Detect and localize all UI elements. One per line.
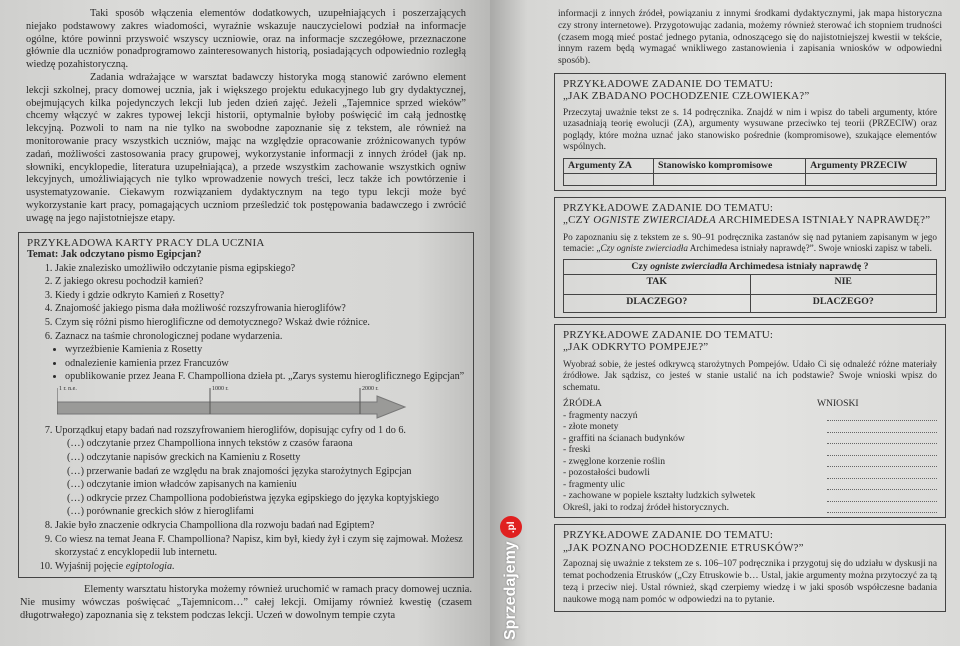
paragraph: Elementy warsztatu historyka możemy również uruchomić w ramach pracy domowej ucznia. Nie musimy wówczas poświęcać „Tajemnicom…” całej lekcji. Omijamy również kwestię (czasem długotrwałego) zapoznania się z tekstem podczas lekcji. Uczeń w dowolnym tempie czyta: [20, 584, 472, 622]
right-page: [490, 0, 960, 646]
question: 5. Czym się różni pismo hieroglificzne od demotycznego? Wskaż dwie różnice.: [55, 316, 465, 330]
source-item: - graffiti na ścianach budynków: [563, 432, 685, 444]
task-subtitle: „CZY OGNISTE ZWIERCIADŁA ARCHIMEDESA ISTNIAŁY NAPRAWDĘ?”: [563, 214, 931, 227]
intro-text: [554, 8, 946, 67]
task-subtitle: „JAK POZNANO POCHODZENIE ETRUSKÓW?”: [563, 541, 804, 554]
answer-line: [827, 421, 937, 433]
paragraph: informacji z innych źródeł, powiązaniu z innymi środkami dydaktycznymi, jak mapa historyczna czy strony internetowe). Przygotowując zadania, możemy również sterować ich stopniem trudności (czasem mogą mieć postać jednego pytania, odnoszącego się do najistotniejszej kwestii w tekście, innym razem będą wymagać wnikliwego zastanowienia i zapisania wniosków w odpowiedni sposób).: [558, 8, 942, 67]
source-item: - pozostałości budowli: [563, 467, 650, 479]
question: 3. Kiedy i gdzie odkryto Kamień z Rosetty?: [55, 289, 465, 303]
answer-line: [827, 467, 937, 479]
step: (…) odczytanie przez Champolliona innych tekstów z czasów faraona: [67, 438, 353, 450]
answer-line: [827, 502, 937, 514]
conclusions-header: WNIOSKI: [817, 398, 859, 410]
step: (…) porównanie greckich słów z hieroglifami: [67, 506, 254, 518]
question: 6. Zaznacz na taśmie chronologicznej podane wydarzenia.: [55, 330, 465, 344]
source-item: - fragmenty ulic: [563, 478, 625, 490]
task-box-human-origin: [554, 73, 946, 191]
task-title: PRZYKŁADOWE ZADANIE DO TEMATU:: [563, 77, 774, 90]
timeline-arrow: [57, 386, 437, 420]
watermark-logo: Sprzedajemy .pl: [500, 516, 522, 640]
worksheet-box: [18, 232, 474, 579]
step: (…) odczytanie napisów greckich na Kamieniu z Rosetty: [67, 452, 301, 464]
task-subtitle: „JAK ODKRYTO POMPEJE?”: [563, 341, 709, 354]
left-column: [18, 8, 474, 623]
task-title: PRZYKŁADOWE ZADANIE DO TEMATU:: [563, 529, 774, 542]
event-item: • opublikowanie przez Jeana F. Champolliona dzieła pt. „Zarys systemu hieroglificznego Egipcjan”: [65, 370, 465, 384]
timeline: [27, 386, 465, 420]
task-text: Wyobraź sobie, że jesteś odkrywcą starożytnych Pompejów. Udało Ci się odnaleźć różne materiały źródłowe. Jak sądzisz, co jesteś w stanie ustalić na ich podstawie? Swoje wnioski wpisz do schematu.: [563, 358, 937, 392]
intro-text: [18, 8, 474, 226]
question: 4. Znajomość jakiego pisma dała możliwość rozszyfrowania hieroglifów?: [55, 302, 465, 316]
task-title: PRZYKŁADOWE ZADANIE DO TEMATU:: [563, 328, 774, 341]
task-text: Przeczytaj uważnie tekst ze s. 14 podręcznika. Znajdź w nim i wpisz do tabeli argumenty, które uzasadniają teorię ewolucji (ZA), argumenty wysuwane przeciwko tej teorii (PRZECIW) oraz poglądy, które można uznać jako stanowisko pośrednie (kompromisowe), szukające elementów wspólnych.: [563, 107, 937, 153]
column-header: Argumenty PRZECIW: [810, 159, 908, 171]
column-header: Stanowisko kompromisowe: [657, 159, 773, 171]
tick-label: 1 r. n.e.: [59, 385, 77, 392]
right-column: [554, 8, 946, 612]
why-label: DLACZEGO?: [626, 295, 688, 307]
task-subtitle: „JAK ZBADANO POCHODZENIE CZŁOWIEKA?”: [563, 90, 810, 103]
why-label: DLACZEGO?: [812, 295, 874, 307]
question: 1. Jakie znalezisko umożliwiło odczytanie pisma egipskiego?: [55, 262, 465, 276]
outro-text: [18, 584, 474, 622]
table-title: Czy ogniste zwierciadła Archimedesa istniały naprawdę ?: [631, 260, 869, 272]
source-item: - zachowane w popiele kształty ludzkich sylwetek: [563, 490, 756, 502]
event-item: • wyrzeźbienie Kamienia z Rosetty: [65, 343, 465, 357]
task-box-pompeii: [554, 324, 946, 519]
yes-header: TAK: [646, 275, 667, 287]
answer-line: [827, 456, 937, 468]
question: 2. Z jakiego okresu pochodził kamień?: [55, 275, 465, 289]
task-box-etruscans: [554, 524, 946, 611]
tick-label: 1000 r.: [212, 385, 229, 392]
paragraph: Taki sposób włączenia elementów dodatkowych, uzupełniających i poszerzających niejako podstawowy zakres wiadomości, wyraźnie wskazuje nauczycielowi podział na informacje ogólne, które powinni przyswoić wszyscy uczniowie, oraz na informacje szczegółowe, przeznaczone głównie dla uczniów ponadprogramowo zainteresowanych historią, posiadających odpowiednio rozległą wiedzę pozahistoryczną.: [26, 8, 466, 71]
no-header: NIE: [834, 275, 852, 287]
answer-line: [827, 490, 937, 502]
step: (…) odkrycie przez Champolliona podobieństwa języka egipskiego do języka koptyjskiego: [67, 492, 440, 504]
answer-line: [827, 479, 937, 491]
worksheet-topic: Temat: Jak odczytano pismo Egipcjan?: [27, 249, 202, 261]
yes-no-table: [563, 259, 937, 313]
final-question: Określ, jaki to rodzaj źródeł historycznych.: [563, 501, 729, 513]
source-item: - zwęglone korzenie roślin: [563, 455, 666, 467]
source-item: - freski: [563, 444, 591, 456]
event-item: • odnalezienie kamienia przez Francuzów: [65, 357, 465, 371]
step: (…) odczytanie imion władców zapisanych na kamieniu: [67, 479, 297, 491]
answer-line: [827, 433, 937, 445]
task-text: Zapoznaj się uważnie z tekstem ze s. 106–107 podręcznika i przygotuj się do udziału w dyskusji na temat pochodzenia Etrusków („Czy Etruskowie b… Ustal, jakie argumenty można przytoczyć za tą tezą i przeciw niej. Ustal również, skąd czerpiemy wiedzę i w jaki sposób współczesne badania naukowe mogą nam pomóc w odpowiedzi na to pytanie.: [563, 559, 937, 605]
column-header: Argumenty ZA: [568, 159, 632, 171]
task-text: Po zapoznaniu się z tekstem ze s. 90–91 podręcznika zastanów się nad pytaniem zapisanym w jego temacie: „Czy ogniste zwierciadła Archimedesa istniały naprawdę?”. Swoje wnioski zapisz w tabeli.: [563, 231, 937, 254]
answer-line: [827, 444, 937, 456]
task-title: PRZYKŁADOWE ZADANIE DO TEMATU:: [563, 201, 774, 214]
tick-label: 2000 r.: [362, 385, 379, 392]
arguments-table: [563, 158, 937, 186]
question: 7. Uporządkuj etapy badań nad rozszyfrowaniem hieroglifów, dopisując cyfry od 1 do 6.: [55, 424, 465, 438]
question: 8. Jakie było znaczenie odkrycia Champolliona dla rozwoju badań nad Egiptem?: [55, 519, 465, 533]
paragraph: Zadania wdrażające w warsztat badawczy historyka mogą stanowić zarówno element lekcji szkolnej, pracy domowej ucznia, jak i większego projektu edukacyjnego lub gry dydaktycznej, obejmujących kilka pojedynczych lekcji lub jeden dzień zajęć. Jeżeli „Tajemnice sprzed wieków” chcemy włączyć w zakres typowej lekcji historii, optymalnie byłoby poświęcić im całą jednostkę lekcyjną. Pozwoli to nam na nie tylko na swobodne zapoznanie się z tekstem, ale również na monitorowanie pracy wszystkich uczniów, mając na względzie opracowanie zróżnicowanych typów zadań, możliwości zastosowania pracy grupowej, wykorzystanie informacji z innych źródeł (jak np. słowniki, encyklopedie, literatura uzupełniająca), a przede wszystkim zachowanie wszystkich ogniw lekcyjnych, umożliwiających nie tylko wprowadzenie nowych treści, lecz także ich powtórzenie i usystematyzowanie. Ciekawym rozwiązaniem dydaktycznym na tego typu lekcji może być wykorzystanie kart pracy, pomagających uczniom prześledzić tok postępowania badawczego i zwrócić uwagę na jego najistotniejsze etapy.: [26, 71, 466, 224]
step: (…) przerwanie badań ze względu na brak znajomości języka starożytnych Egipcjan: [67, 465, 412, 477]
question: 9. Co wiesz na temat Jeana F. Champolliona? Napisz, kim był, kiedy żył i czym się zajmował. Możesz skorzystać z encyklopedii lub internetu.: [55, 533, 465, 560]
sources-header: ŹRÓDŁA: [563, 398, 602, 410]
answer-line: [827, 410, 937, 422]
source-item: - fragmenty naczyń: [563, 409, 638, 421]
source-item: - złote monety: [563, 421, 619, 433]
worksheet-title: PRZYKŁADOWA KARTY PRACY DLA UCZNIA: [27, 236, 265, 249]
question: 10. Wyjaśnij pojęcie egiptologia.: [55, 560, 465, 574]
task-box-archimedes: [554, 197, 946, 318]
